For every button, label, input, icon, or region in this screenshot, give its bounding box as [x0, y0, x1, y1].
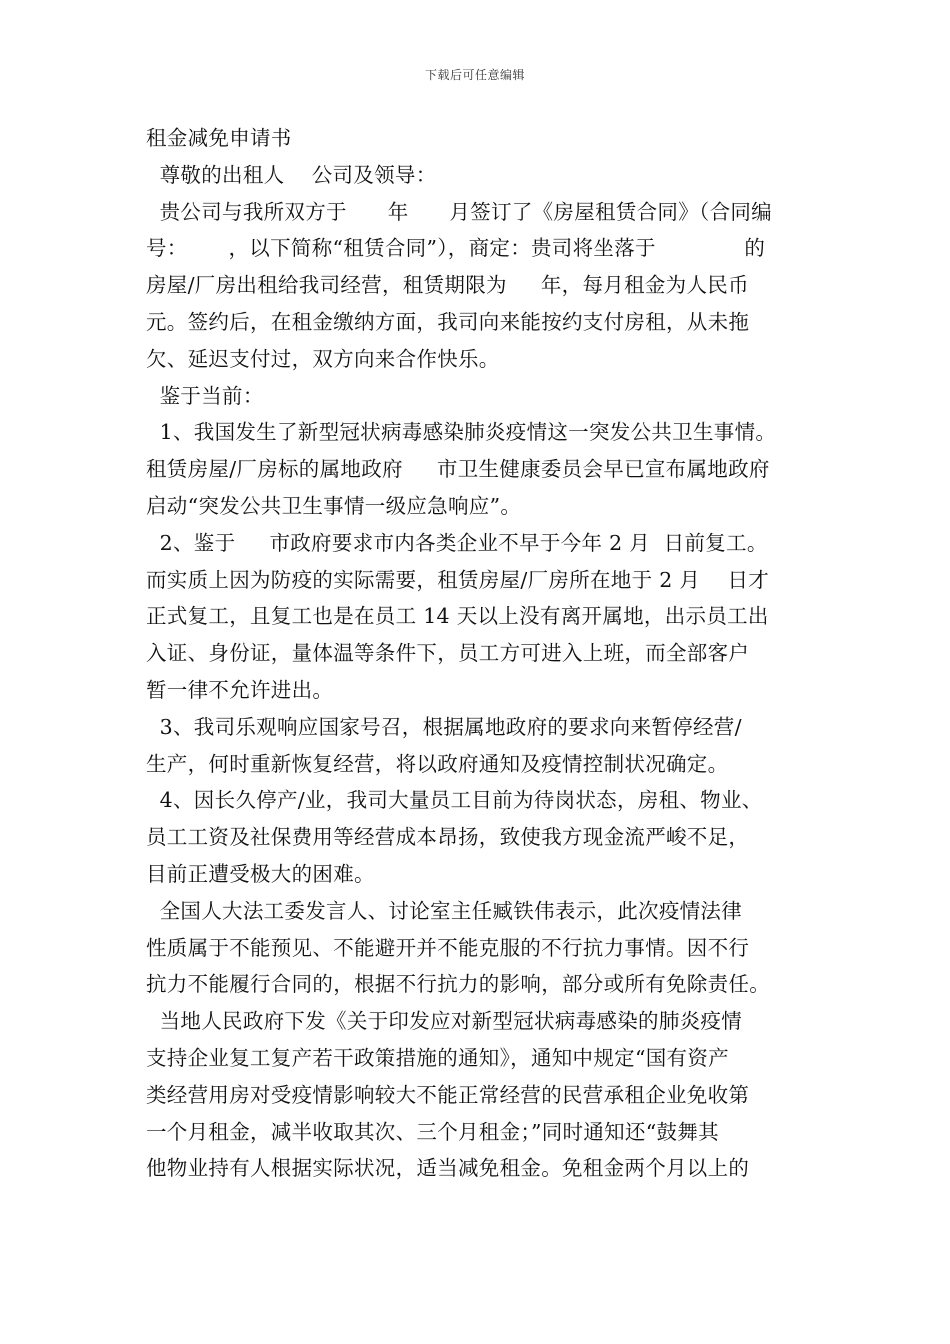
- body-line: 欠、延迟支付过，双方向来合作快乐。: [146, 346, 500, 371]
- body-line: 入证、身份证，量体温等条件下，员工方可进入上班，而全部客户: [146, 641, 750, 666]
- body-line: 而实质上因为防疫的实际需要，租赁房屋/厂房所在地于 2 月 日才: [146, 567, 770, 592]
- body-line: 2、鉴于 市政府要求市内各类企业不早于今年 2 月 日前复工。: [146, 530, 768, 555]
- body-line: 贵公司与我所双方于 年 月签订了《房屋租赁合同》（合同编: [146, 199, 772, 224]
- body-line: 元。签约后，在租金缴纳方面，我司向来能按约支付房租，从未拖: [146, 309, 750, 334]
- page-header-note: 下载后可任意编辑: [424, 68, 525, 82]
- body-line: 他物业持有人根据实际状况，适当减免租金。免租金两个月以上的: [146, 1156, 750, 1181]
- body-line: 目前正遭受极大的困难。: [146, 861, 375, 886]
- document-title: 租金减免申请书: [146, 126, 292, 150]
- salutation-line: 尊敬的出租人 公司及领导：: [146, 162, 437, 187]
- body-line: 一个月租金，减半收取其次、三个月租金；”同时通知还“鼓舞其: [146, 1119, 719, 1144]
- body-line: 性质属于不能预见、不能避开并不能克服的不行抗力事情。因不行: [146, 935, 750, 960]
- body-line: 号： ，以下简称“租赁合同”），商定：贵司将坐落于 的: [146, 236, 766, 261]
- body-line: 抗力不能履行合同的，根据不行抗力的影响，部分或所有免除责任。: [146, 972, 770, 997]
- body-line: 3、我司乐观响应国家号召，根据属地政府的要求向来暂停经营/: [146, 714, 742, 739]
- document-body: [146, 120, 810, 1187]
- body-line: 员工工资及社保费用等经营成本昂扬，致使我方现金流严峻不足，: [146, 825, 750, 850]
- body-line: 4、因长久停产/业，我司大量员工目前为待岗状态，房租、物业、: [146, 788, 763, 813]
- body-line: 支持企业复工复产若干政策措施的通知》，通知中规定“国有资产: [146, 1045, 729, 1070]
- body-line: 启动“突发公共卫生事情一级应急响应”。: [146, 493, 522, 518]
- body-line: 全国人大法工委发言人、讨论室主任臧铁伟表示，此次疫情法律: [146, 898, 743, 923]
- body-line: 租赁房屋/厂房标的属地政府 市卫生健康委员会早已宣布属地政府: [146, 457, 770, 482]
- body-line: 类经营用房对受疫情影响较大不能正常经营的民营承租企业免收第: [146, 1082, 750, 1107]
- body-line: 当地人民政府下发《关于印发应对新型冠状病毒感染的肺炎疫情: [146, 1009, 743, 1034]
- body-line: 正式复工，且复工也是在员工 14 天以上没有离开属地，出示员工出: [146, 604, 769, 629]
- body-line: 生产，何时重新恢复经营，将以政府通知及疫情控制状况确定。: [146, 751, 729, 776]
- body-line: 房屋/厂房出租给我司经营，租赁期限为 年，每月租金为人民币: [146, 273, 749, 298]
- body-line: 鉴于当前：: [146, 383, 264, 408]
- body-line: 1、我国发生了新型冠状病毒感染肺炎疫情这一突发公共卫生事情。: [146, 420, 777, 445]
- body-line: 暂一律不允许进出。: [146, 677, 334, 702]
